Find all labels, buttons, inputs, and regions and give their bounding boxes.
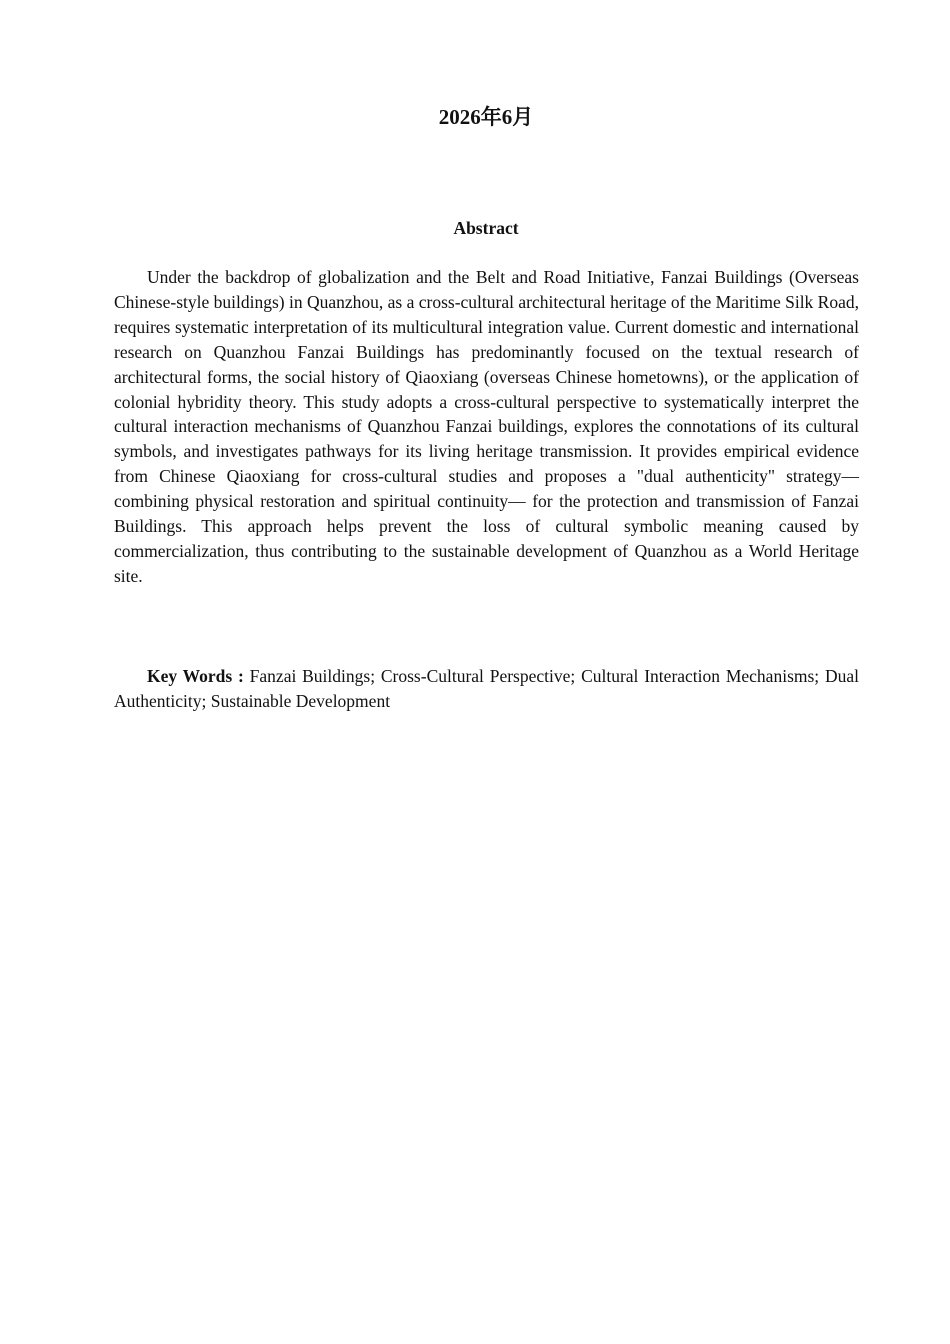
abstract-body: Under the backdrop of globalization and the Belt and Road Initiative, Fanzai Buildings (Overseas Chinese-style buildings) in Quanzhou, as a cross-cultural architectural heritage of the Maritime Silk Road, requires systematic interpretation of its multicultural integration value. Current domestic and international research on Quanzhou Fanzai Buildings has predominantly focused on the textual research of architectural forms, the social history of Qiaoxiang (overseas Chinese hometowns), or the application of colonial hybridity theory. This study adopts a cross-cultural perspective to systematically interpret the cultural interaction mechanisms of Quanzhou Fanzai buildings, explores the connotations of its cultural symbols, and investigates pathways for its living heritage transmission. It provides empirical evidence from Chinese Qiaoxiang for cross-cultural studies and proposes a "dual authenticity" strategy—combining physical restoration and spiritual continuity— for the protection and transmission of Fanzai Buildings. This approach helps prevent the loss of cultural symbolic meaning caused by commercialization, thus contributing to the sustainable development of Quanzhou as a World Heritage site. <box>114 267 859 586</box>
abstract-title: Abstract <box>453 218 519 238</box>
date-line: 2026年6月 <box>438 105 534 129</box>
keywords-paragraph <box>114 664 859 713</box>
keywords-text: Fanzai Buildings; Cross-Cultural Perspective; Cultural Interaction Mechanisms; Dual Authenticity; Sustainable Development <box>114 666 859 711</box>
keywords-label: Key Words : <box>147 666 244 686</box>
